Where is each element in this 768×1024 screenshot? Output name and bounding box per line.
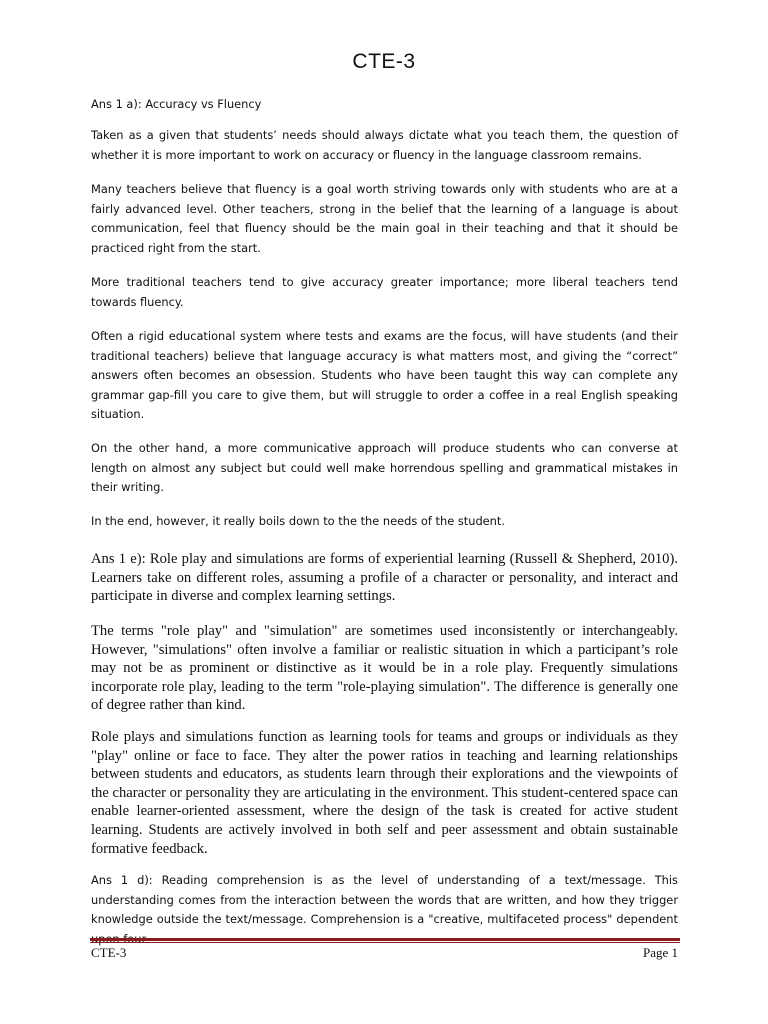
footer-divider-thin	[90, 942, 680, 943]
paragraph-role-play-2: The terms "role play" and "simulation" are sometimes used inconsistently or interchangeably. However, "simulations" often involve a familiar or realistic situation in which a participant’s role may not be as prominent or distinctive as it would be in a role play. Frequently simulations incorporate role play, leading to the term "role-playing simulation". The difference is generally one of degree rather than kind.	[91, 623, 678, 714]
paragraph-4: Often a rigid educational system where tests and exams are the focus, will have students (and their traditional teachers) believe that language accuracy is what matters most, and giving the “correct” answers often becomes an obsession. Students who have been taught this way can complete any grammar gap-fill you care to give them, but will struggle to order a coffee in a real English speaking situation.	[91, 329, 678, 422]
paragraph-1: Taken as a given that students’ needs should always dictate what you teach them, the question of whether it is more important to work on accuracy or fluency in the language classroom remains.	[91, 128, 678, 162]
paragraph-3: More traditional teachers tend to give accuracy greater importance; more liberal teachers tend towards fluency.	[91, 275, 678, 309]
page-title: CTE-3	[352, 50, 416, 73]
footer-doc-code: CTE-3	[91, 945, 127, 960]
paragraph-role-play-1: Ans 1 e): Role play and simulations are forms of experiential learning (Russell & Shepherd, 2010). Learners take on different roles, assuming a profile of a character or personality, and interact and participate in diverse and complex learning settings.	[91, 551, 678, 605]
paragraph-2: Many teachers believe that fluency is a goal worth striving towards only with students who are at a fairly advanced level. Other teachers, strong in the belief that the learning of a language is about communication, feel that fluency should be the main goal in their teaching and that it should be practiced right from the start.	[91, 182, 678, 255]
heading-accuracy-fluency: Ans 1 a): Accuracy vs Fluency	[91, 97, 262, 111]
paragraph-reading-comprehension: Ans 1 d): Reading comprehension is as the level of understanding of a text/message. This understanding comes from the interaction between the words that are written, and how they trigger knowledge outside the text/message. Comprehension is a "creative, multifaceted process" dependent	[91, 873, 678, 927]
paragraph-role-play-3: Role plays and simulations function as learning tools for teams and groups or individuals as they "play" online or face to face. They alter the power ratios in teaching and learning relationships between students and educators, as students learn through their explorations and the viewpoints of the character or personality they are articulating in the environment. This student-centered space can enable learner-oriented assessment, where the design of the task is created for active student learning. Students are actively involved in both self and peer assessment and obtain sustainable formative feedback.	[91, 729, 678, 857]
footer-divider	[90, 938, 680, 941]
paragraph-6: In the end, however, it really boils down to the the needs of the student.	[91, 514, 505, 528]
paragraph-5: On the other hand, a more communicative approach will produce students who can converse at length on almost any subject but could well make horrendous spelling and grammatical mistakes in their writing.	[91, 441, 678, 495]
footer-page-number: Page 1	[642, 945, 678, 960]
